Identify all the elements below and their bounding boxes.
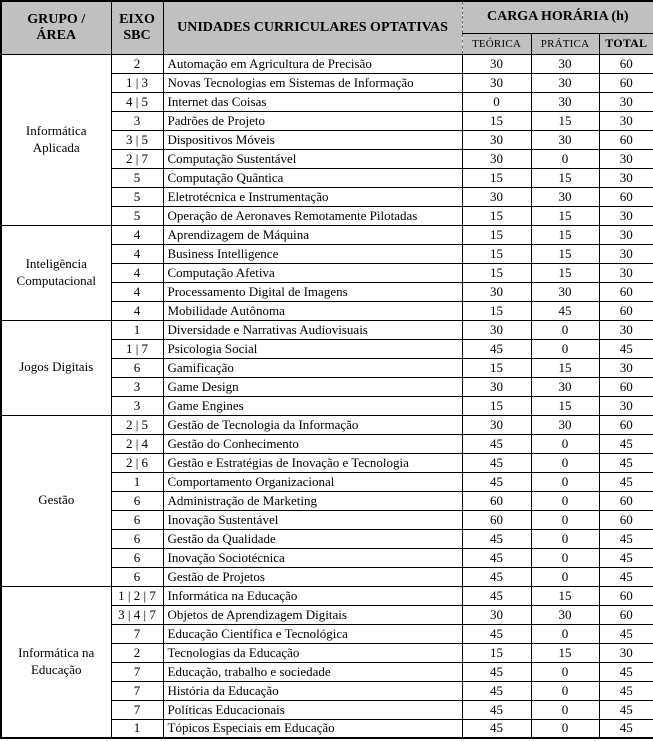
course-name-cell: Aprendizagem de Máquina (163, 225, 462, 244)
course-name-cell: Game Engines (163, 396, 462, 415)
table-row (1, 54, 653, 73)
col-header-teorica: TEÓRICA (462, 33, 531, 54)
eixo-sbc-cell: 4 (111, 225, 163, 244)
course-name-cell: Educação Científica e Tecnológica (163, 624, 462, 643)
course-name-cell: Computação Quântica (163, 168, 462, 187)
pratica-hours-cell: 0 (531, 624, 599, 643)
group-area-cell: Informática na Educação (1, 586, 111, 738)
course-name-cell: Dispositivos Móveis (163, 130, 462, 149)
eixo-sbc-cell: 4 (111, 301, 163, 320)
total-hours-cell: 60 (599, 54, 653, 73)
pratica-hours-cell: 0 (531, 149, 599, 168)
col-header-grupo-area (1, 1, 111, 54)
course-name-cell: Diversidade e Narrativas Audiovisuais (163, 320, 462, 339)
teorica-hours-cell: 45 (462, 624, 531, 643)
course-name-cell: Eletrotécnica e Instrumentação (163, 187, 462, 206)
teorica-hours-cell: 30 (462, 73, 531, 92)
course-name-cell: Processamento Digital de Imagens (163, 282, 462, 301)
pratica-hours-cell: 0 (531, 719, 599, 738)
eixo-sbc-cell: 4 (111, 244, 163, 263)
eixo-sbc-cell: 1 (111, 320, 163, 339)
pratica-hours-cell: 0 (531, 320, 599, 339)
course-name-cell: Inovação Sociotécnica (163, 548, 462, 567)
pratica-hours-cell: 0 (531, 491, 599, 510)
pratica-hours-cell: 0 (531, 567, 599, 586)
total-hours-cell: 60 (599, 415, 653, 434)
teorica-hours-cell: 30 (462, 149, 531, 168)
pratica-hours-cell: 45 (531, 301, 599, 320)
pratica-hours-cell: 0 (531, 339, 599, 358)
eixo-sbc-cell: 2 | 7 (111, 149, 163, 168)
eixo-sbc-cell: 7 (111, 681, 163, 700)
course-name-cell: Psicologia Social (163, 339, 462, 358)
eixo-sbc-cell: 5 (111, 168, 163, 187)
eixo-sbc-cell: 3 | 5 (111, 130, 163, 149)
course-name-cell: Gestão da Qualidade (163, 529, 462, 548)
total-hours-cell: 60 (599, 491, 653, 510)
eixo-sbc-cell: 4 | 5 (111, 92, 163, 111)
eixo-sbc-cell: 1 | 7 (111, 339, 163, 358)
pratica-hours-cell: 0 (531, 453, 599, 472)
total-hours-cell: 45 (599, 624, 653, 643)
total-hours-cell: 30 (599, 396, 653, 415)
group-area-cell: Gestão (1, 415, 111, 586)
course-name-cell: Padrões de Projeto (163, 111, 462, 130)
total-hours-cell: 60 (599, 510, 653, 529)
pratica-hours-cell: 30 (531, 187, 599, 206)
course-name-cell: Comportamento Organizacional (163, 472, 462, 491)
total-hours-cell: 30 (599, 111, 653, 130)
course-name-cell: Automação em Agricultura de Precisão (163, 54, 462, 73)
eixo-sbc-cell: 3 (111, 396, 163, 415)
course-name-cell: Gamificação (163, 358, 462, 377)
teorica-hours-cell: 45 (462, 529, 531, 548)
col-header-carga-horaria: CARGA HORÁRIA (h) (462, 1, 653, 33)
eixo-sbc-cell: 6 (111, 567, 163, 586)
course-name-cell: Gestão do Conhecimento (163, 434, 462, 453)
course-name-cell: Informática na Educação (163, 586, 462, 605)
eixo-sbc-cell: 4 (111, 263, 163, 282)
teorica-hours-cell: 30 (462, 377, 531, 396)
teorica-hours-cell: 15 (462, 206, 531, 225)
course-name-cell: Operação de Aeronaves Remotamente Pilotadas (163, 206, 462, 225)
total-hours-cell: 45 (599, 700, 653, 719)
teorica-hours-cell: 45 (462, 453, 531, 472)
course-name-cell: Gestão de Tecnologia da Informação (163, 415, 462, 434)
eixo-sbc-cell: 6 (111, 529, 163, 548)
teorica-hours-cell: 45 (462, 662, 531, 681)
pratica-hours-cell: 0 (531, 434, 599, 453)
teorica-hours-cell: 30 (462, 54, 531, 73)
total-hours-cell: 45 (599, 434, 653, 453)
pratica-hours-cell: 30 (531, 73, 599, 92)
total-hours-cell: 30 (599, 358, 653, 377)
col-header-total: TOTAL (599, 33, 653, 54)
header-line-eixo: EIXO (119, 11, 155, 27)
eixo-sbc-cell: 2 (111, 54, 163, 73)
course-name-cell: Computação Sustentável (163, 149, 462, 168)
eixo-sbc-cell: 3 (111, 377, 163, 396)
teorica-hours-cell: 15 (462, 263, 531, 282)
group-area-cell: Informática Aplicada (1, 54, 111, 225)
eixo-sbc-cell: 6 (111, 491, 163, 510)
eixo-sbc-cell: 1 | 3 (111, 73, 163, 92)
teorica-hours-cell: 45 (462, 548, 531, 567)
teorica-hours-cell: 30 (462, 187, 531, 206)
total-hours-cell: 60 (599, 605, 653, 624)
total-hours-cell: 30 (599, 244, 653, 263)
total-hours-cell: 45 (599, 681, 653, 700)
teorica-hours-cell: 30 (462, 605, 531, 624)
header-line-sbc: SBC (123, 27, 151, 43)
teorica-hours-cell: 45 (462, 567, 531, 586)
eixo-sbc-cell: 1 (111, 719, 163, 738)
teorica-hours-cell: 15 (462, 168, 531, 187)
pratica-hours-cell: 15 (531, 358, 599, 377)
pratica-hours-cell: 30 (531, 282, 599, 301)
teorica-hours-cell: 15 (462, 643, 531, 662)
teorica-hours-cell: 60 (462, 491, 531, 510)
pratica-hours-cell: 15 (531, 643, 599, 662)
eixo-sbc-cell: 1 (111, 472, 163, 491)
eixo-sbc-cell: 2 | 5 (111, 415, 163, 434)
teorica-hours-cell: 30 (462, 282, 531, 301)
pratica-hours-cell: 30 (531, 605, 599, 624)
pratica-hours-cell: 15 (531, 586, 599, 605)
eixo-sbc-cell: 6 (111, 548, 163, 567)
total-hours-cell: 30 (599, 168, 653, 187)
teorica-hours-cell: 45 (462, 434, 531, 453)
course-name-cell: Tecnologias da Educação (163, 643, 462, 662)
pratica-hours-cell: 15 (531, 263, 599, 282)
teorica-hours-cell: 30 (462, 130, 531, 149)
eixo-sbc-cell: 2 | 6 (111, 453, 163, 472)
total-hours-cell: 30 (599, 225, 653, 244)
total-hours-cell: 45 (599, 719, 653, 738)
pratica-hours-cell: 30 (531, 377, 599, 396)
pratica-hours-cell: 15 (531, 111, 599, 130)
table-header (1, 1, 653, 54)
course-name-cell: Game Design (163, 377, 462, 396)
course-name-cell: Administração de Marketing (163, 491, 462, 510)
pratica-hours-cell: 30 (531, 130, 599, 149)
teorica-hours-cell: 15 (462, 244, 531, 263)
total-hours-cell: 60 (599, 301, 653, 320)
pratica-hours-cell: 15 (531, 244, 599, 263)
pratica-hours-cell: 15 (531, 225, 599, 244)
pratica-hours-cell: 15 (531, 206, 599, 225)
total-hours-cell: 60 (599, 282, 653, 301)
eixo-sbc-cell: 5 (111, 187, 163, 206)
eixo-sbc-cell: 3 (111, 111, 163, 130)
eixo-sbc-cell: 7 (111, 624, 163, 643)
course-name-cell: Gestão e Estratégias de Inovação e Tecnologia (163, 453, 462, 472)
total-hours-cell: 45 (599, 453, 653, 472)
total-hours-cell: 45 (599, 567, 653, 586)
pratica-hours-cell: 15 (531, 168, 599, 187)
total-hours-cell: 60 (599, 586, 653, 605)
col-header-pratica: PRÁTICA (531, 33, 599, 54)
header-row-main (1, 1, 653, 33)
total-hours-cell: 45 (599, 339, 653, 358)
total-hours-cell: 30 (599, 643, 653, 662)
col-header-unidades: UNIDADES CURRICULARES OPTATIVAS (163, 1, 462, 54)
course-name-cell: História da Educação (163, 681, 462, 700)
header-line-area: ÁREA (36, 27, 77, 43)
total-hours-cell: 60 (599, 377, 653, 396)
eixo-sbc-cell: 1 | 2 | 7 (111, 586, 163, 605)
pratica-hours-cell: 0 (531, 548, 599, 567)
eixo-sbc-cell: 4 (111, 282, 163, 301)
table-row (1, 415, 653, 434)
teorica-hours-cell: 30 (462, 415, 531, 434)
total-hours-cell: 60 (599, 130, 653, 149)
group-area-cell: Jogos Digitais (1, 320, 111, 415)
teorica-hours-cell: 45 (462, 339, 531, 358)
pratica-hours-cell: 0 (531, 662, 599, 681)
teorica-hours-cell: 45 (462, 586, 531, 605)
eixo-sbc-cell: 3 | 4 | 7 (111, 605, 163, 624)
pratica-hours-cell: 0 (531, 510, 599, 529)
teorica-hours-cell: 45 (462, 719, 531, 738)
course-name-cell: Novas Tecnologias em Sistemas de Informação (163, 73, 462, 92)
course-name-cell: Políticas Educacionais (163, 700, 462, 719)
teorica-hours-cell: 15 (462, 301, 531, 320)
total-hours-cell: 45 (599, 529, 653, 548)
total-hours-cell: 30 (599, 206, 653, 225)
pratica-hours-cell: 30 (531, 92, 599, 111)
total-hours-cell: 60 (599, 187, 653, 206)
col-header-eixo-sbc (111, 1, 163, 54)
pratica-hours-cell: 0 (531, 681, 599, 700)
teorica-hours-cell: 15 (462, 225, 531, 244)
teorica-hours-cell: 45 (462, 472, 531, 491)
eixo-sbc-cell: 6 (111, 510, 163, 529)
eixo-sbc-cell: 7 (111, 662, 163, 681)
teorica-hours-cell: 15 (462, 358, 531, 377)
total-hours-cell: 30 (599, 320, 653, 339)
table-row (1, 225, 653, 244)
table-row (1, 320, 653, 339)
eixo-sbc-cell: 2 (111, 643, 163, 662)
course-name-cell: Gestão de Projetos (163, 567, 462, 586)
pratica-hours-cell: 0 (531, 700, 599, 719)
total-hours-cell: 45 (599, 472, 653, 491)
course-name-cell: Internet das Coisas (163, 92, 462, 111)
eixo-sbc-cell: 5 (111, 206, 163, 225)
course-name-cell: Tópicos Especiais em Educação (163, 719, 462, 738)
total-hours-cell: 45 (599, 548, 653, 567)
teorica-hours-cell: 45 (462, 700, 531, 719)
teorica-hours-cell: 60 (462, 510, 531, 529)
pratica-hours-cell: 0 (531, 472, 599, 491)
eixo-sbc-cell: 2 | 4 (111, 434, 163, 453)
table-body (1, 54, 653, 738)
course-name-cell: Inovação Sustentável (163, 510, 462, 529)
total-hours-cell: 30 (599, 149, 653, 168)
teorica-hours-cell: 45 (462, 681, 531, 700)
teorica-hours-cell: 30 (462, 320, 531, 339)
teorica-hours-cell: 15 (462, 111, 531, 130)
group-area-cell: Inteligência Computacional (1, 225, 111, 320)
table-row (1, 586, 653, 605)
course-name-cell: Business Intelligence (163, 244, 462, 263)
total-hours-cell: 30 (599, 92, 653, 111)
pratica-hours-cell: 30 (531, 415, 599, 434)
total-hours-cell: 60 (599, 73, 653, 92)
course-name-cell: Mobilidade Autônoma (163, 301, 462, 320)
pratica-hours-cell: 30 (531, 54, 599, 73)
pratica-hours-cell: 0 (531, 529, 599, 548)
course-name-cell: Objetos de Aprendizagem Digitais (163, 605, 462, 624)
teorica-hours-cell: 0 (462, 92, 531, 111)
header-line-grupo: GRUPO / (27, 11, 86, 27)
course-name-cell: Computação Afetiva (163, 263, 462, 282)
total-hours-cell: 30 (599, 263, 653, 282)
eixo-sbc-cell: 6 (111, 358, 163, 377)
eixo-sbc-cell: 7 (111, 700, 163, 719)
teorica-hours-cell: 15 (462, 396, 531, 415)
pratica-hours-cell: 15 (531, 396, 599, 415)
course-name-cell: Educação, trabalho e sociedade (163, 662, 462, 681)
total-hours-cell: 45 (599, 662, 653, 681)
